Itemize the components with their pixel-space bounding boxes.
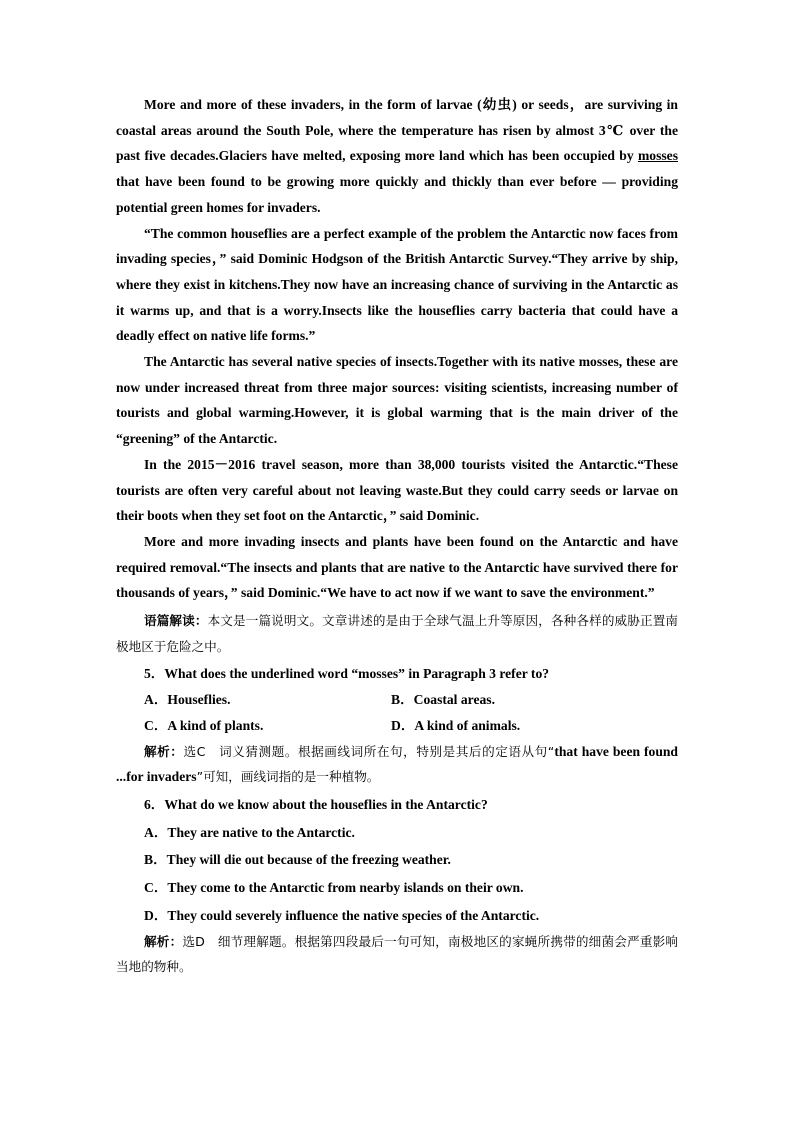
question-5-options-row-1 xyxy=(116,687,678,713)
passage-paragraph-5: More and more invading insects and plants have been found on the Antarctic and have required removal.“The insects and plants that are native to the Antarctic have survived there for thousands of years，” said Dominic.“We have to act now if we want to save the environment.” xyxy=(116,533,678,601)
question-6-option-a: A．They are native to the Antarctic. xyxy=(144,824,355,840)
passage-paragraph-1 xyxy=(116,92,678,221)
question-5-option-c: C．A kind of plants. xyxy=(144,717,264,733)
question-5-analysis xyxy=(116,739,678,790)
question-5-analysis-label: 解析： xyxy=(144,743,184,759)
question-5-analysis-text-2: ”可知，画线词指的是一种植物。 xyxy=(196,769,380,785)
passage-paragraph-3: The Antarctic has several native species of insects.Together with its native mosses, these are now under increased threat from three major sources: visiting scientists, increasing number of tourists and global warming.However, it is global warming that is the main driver of the “greening” of the Antarctic. xyxy=(116,354,678,447)
question-5-option-d: D．A kind of animals. xyxy=(391,717,521,733)
question-6-option-d: D．They could severely influence the native species of the Antarctic. xyxy=(144,907,540,923)
document-page xyxy=(116,92,678,980)
passage-paragraph-4: In the 2015－2016 travel season, more than 38,000 tourists visited the Antarctic.“These tourists are often very careful about not leaving waste.But they could carry seeds or larvae on their boots when they set foot on the Antarctic，” said Dominic. xyxy=(116,456,678,524)
passage-paragraph-1-text-b: that have been found to be growing more quickly and thickly than ever before — providing potential green homes for invaders. xyxy=(116,174,678,215)
summary-label: 语篇解读： xyxy=(144,613,208,629)
question-5-analysis-text-1: 选C 词义猜测题。根据画线词所在句，特别是其后的定语从句“ xyxy=(183,743,555,759)
passage-paragraph-2: “The common houseflies are a perfect example of the problem the Antarctic now faces from invading species，” said Dominic Hodgson of the British Antarctic Survey.“They arrive by ship, where they exist in kitchens.They now have an increasing chance of surviving in the Antarctic as it warms up, and that is a worry.Insects like the houseflies carry bacteria that could have a deadly effect on native life forms.” xyxy=(116,225,678,344)
question-5-analysis-quote: that have been found ...for invaders xyxy=(116,743,678,785)
summary-text: 本文是一篇说明文。文章讲述的是由于全球气温上升等原因，各种各样的威胁正置南极地区于危险之中。 xyxy=(116,613,679,654)
summary-paragraph xyxy=(116,608,678,659)
question-5-stem: 5．What does the underlined word “mosses” in Paragraph 3 refer to? xyxy=(144,666,550,682)
question-6-analysis-text: 选D 细节理解题。根据第四段最后一句可知，南极地区的家蝇所携带的细菌会严重影响当地的物种。 xyxy=(116,933,679,975)
question-5-option-a: A．Houseflies. xyxy=(144,692,231,708)
question-5-option-b: B．Coastal areas. xyxy=(391,692,495,708)
question-6-analysis xyxy=(116,929,678,980)
question-6-option-b: B．They will die out because of the freezing weather. xyxy=(144,852,451,868)
question-5-options-row-2 xyxy=(116,713,678,739)
question-6-option-c: C．They come to the Antarctic from nearby islands on their own. xyxy=(144,880,524,896)
question-6-stem: 6．What do we know about the houseflies in the Antarctic? xyxy=(144,796,488,812)
underlined-word-mosses: mosses xyxy=(637,148,678,164)
passage-paragraph-1-text-a: More and more of these invaders, in the form of larvae (幼虫) or seeds，are surviving in coastal areas around the South Pole, where the temperature has risen by almost 3℃ over the past five decades.Glaciers have melted, exposing more land which has been occupied by xyxy=(116,97,678,164)
question-6-analysis-label: 解析： xyxy=(144,933,183,949)
